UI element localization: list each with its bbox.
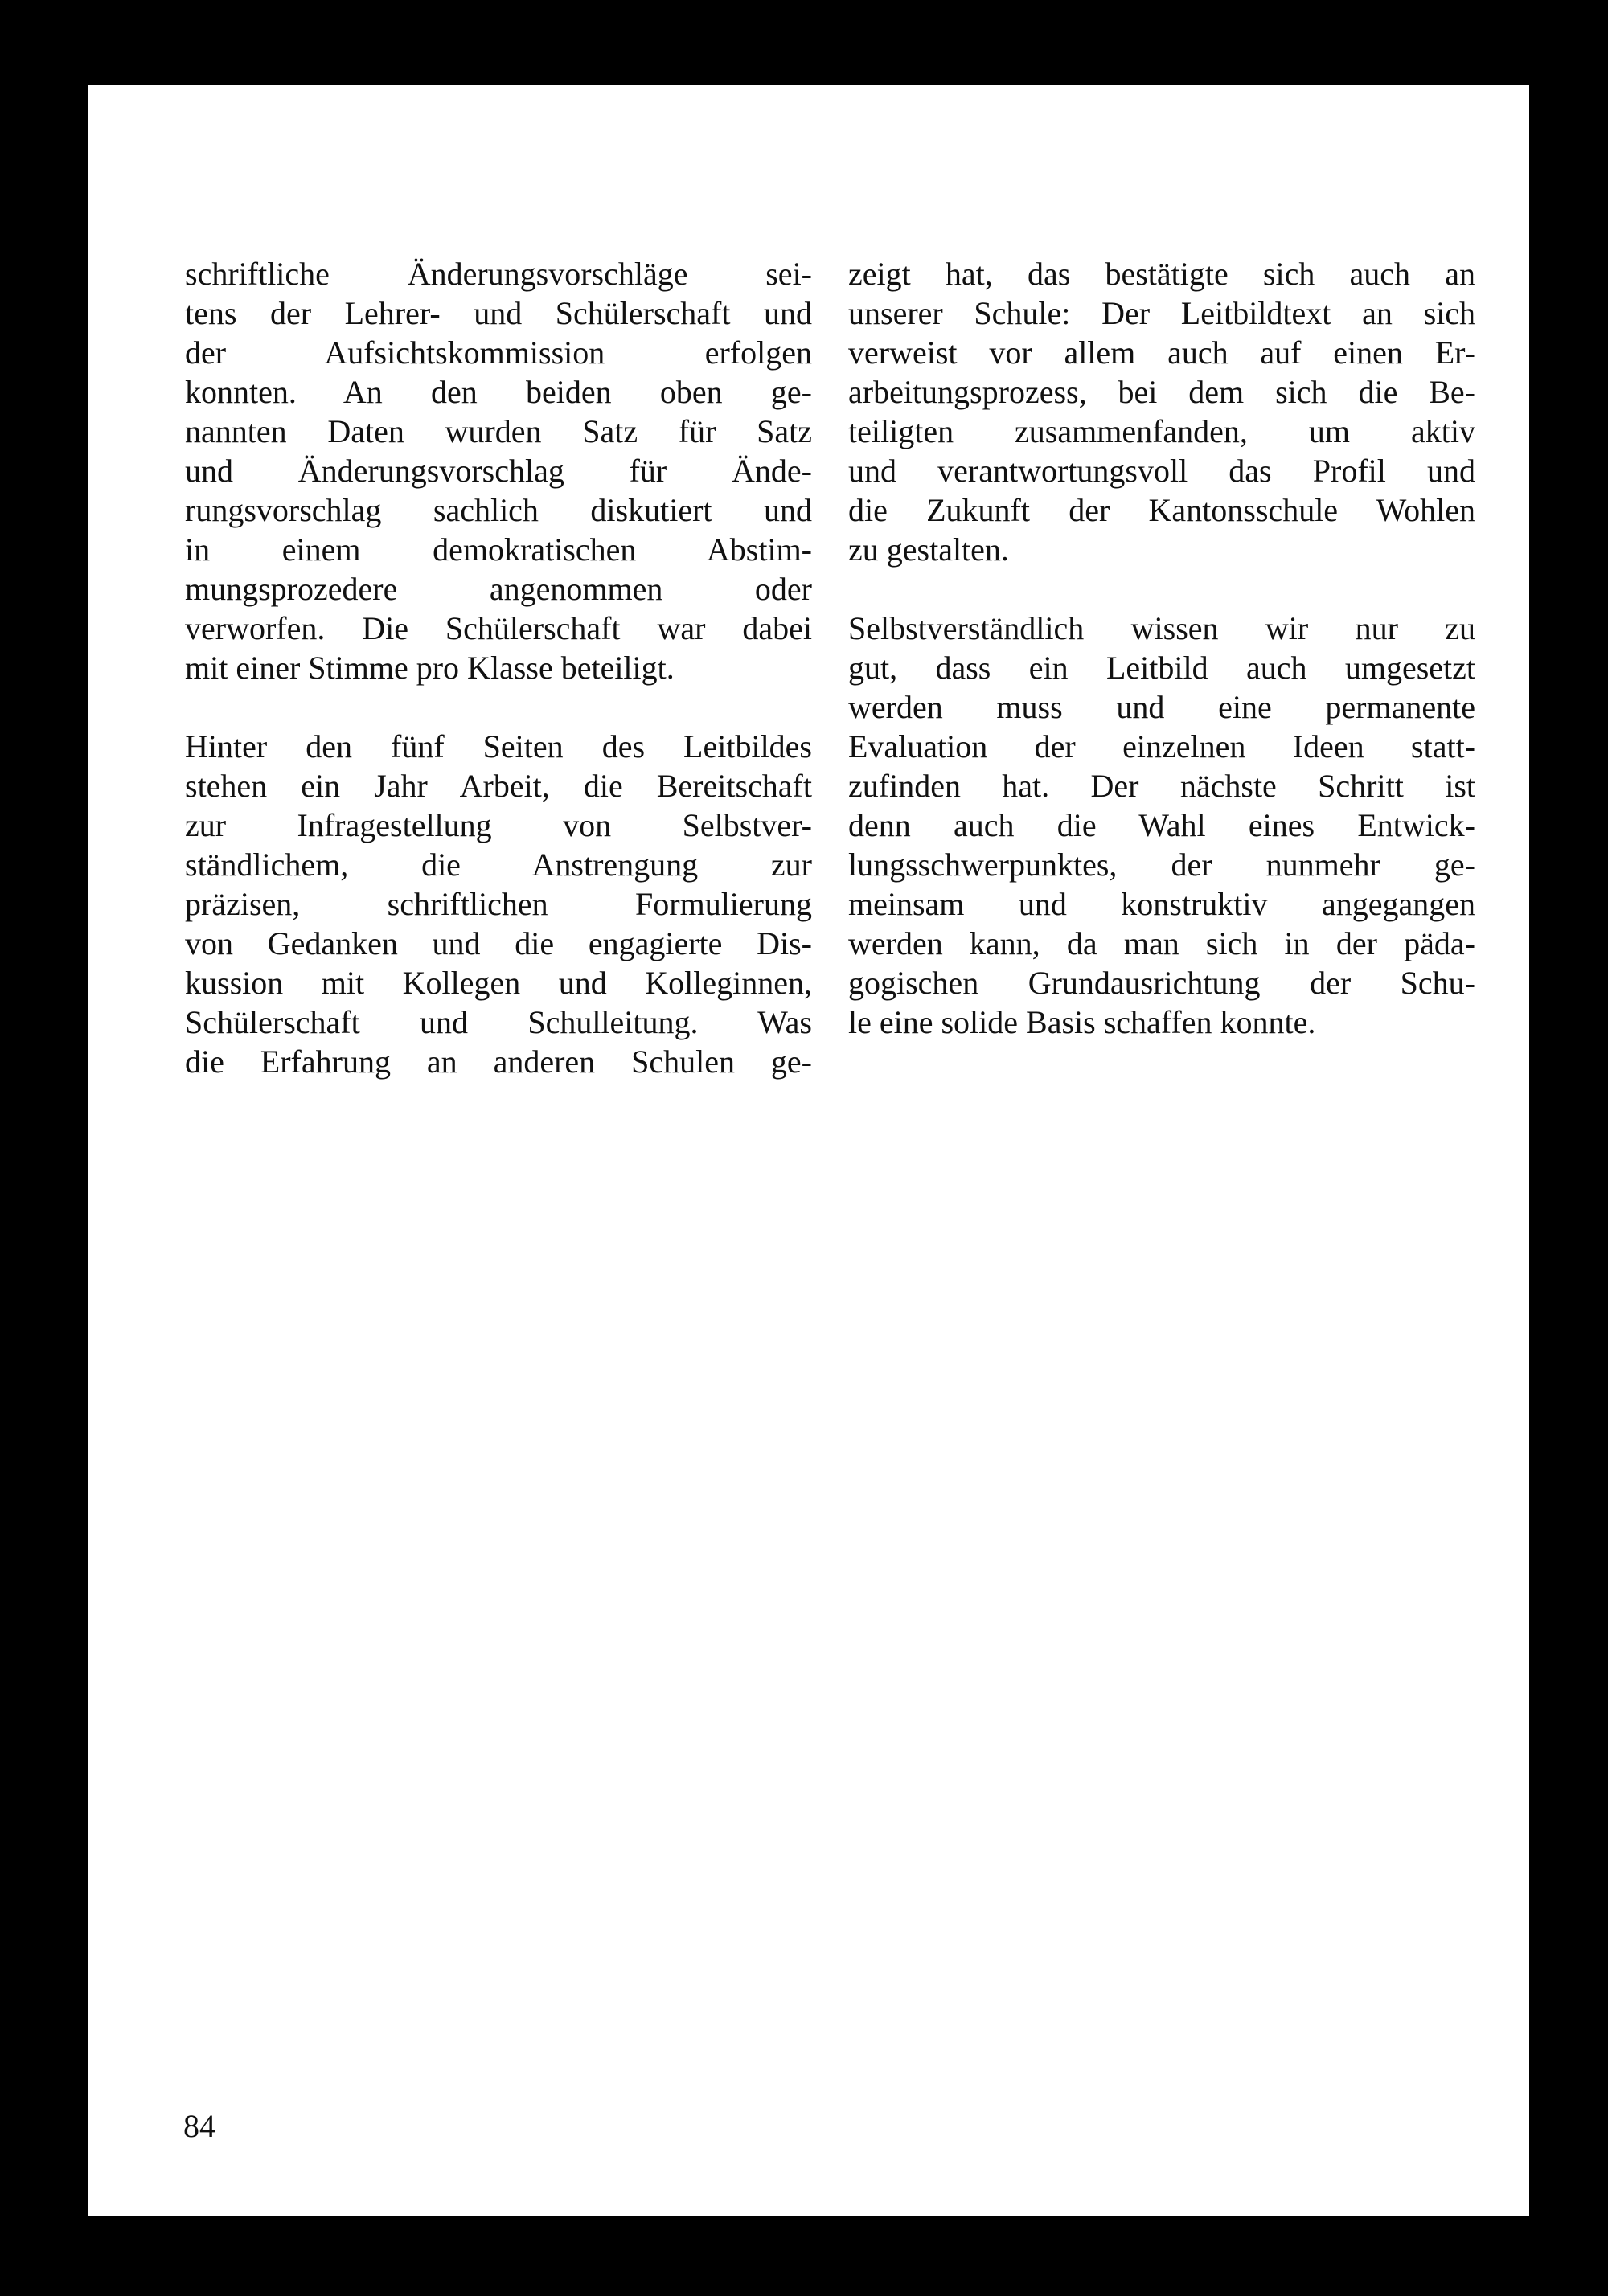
- page-number: 84: [183, 2108, 215, 2144]
- paragraph-gap: [185, 687, 812, 727]
- paragraph: [848, 609, 1475, 1042]
- text-line: kussion mit Kollegen und Kolleginnen,: [185, 965, 812, 1001]
- text-line: Selbstverständlich wissen wir nur zu: [848, 610, 1475, 646]
- text-line: teiligten zusammenfanden, um aktiv: [848, 413, 1475, 449]
- text-line: verweist vor allem auch auf einen Er-: [848, 334, 1475, 371]
- left-column: [185, 254, 812, 1081]
- text-line: rungsvorschlag sachlich diskutiert und: [185, 492, 812, 528]
- text-line: konnten. An den beiden oben ge-: [185, 374, 812, 410]
- text-line: von Gedanken und die engagierte Dis-: [185, 925, 812, 961]
- text-line: zeigt hat, das bestätigte sich auch an: [848, 256, 1475, 292]
- text-line: zufinden hat. Der nächste Schritt ist: [848, 768, 1475, 804]
- right-column: [848, 254, 1475, 1042]
- text-line: unserer Schule: Der Leitbildtext an sich: [848, 295, 1475, 331]
- text-line: schriftliche Änderungsvorschläge sei-: [185, 256, 812, 292]
- text-line: meinsam und konstruktiv angegangen: [848, 886, 1475, 922]
- text-line: denn auch die Wahl eines Entwick-: [848, 807, 1475, 843]
- text-line: le eine solide Basis schaffen konnte.: [848, 1004, 1316, 1040]
- text-line: und Änderungsvorschlag für Ände-: [185, 453, 812, 489]
- text-line: Hinter den fünf Seiten des Leitbildes: [185, 728, 812, 765]
- text-line: gogischen Grundausrichtung der Schu-: [848, 965, 1475, 1001]
- text-line: in einem demokratischen Abstim-: [185, 531, 812, 568]
- text-line: gut, dass ein Leitbild auch umgesetzt: [848, 650, 1475, 686]
- text-line: mungsprozedere angenommen oder: [185, 571, 812, 607]
- text-line: arbeitungsprozess, bei dem sich die Be-: [848, 374, 1475, 410]
- paragraph: [848, 254, 1475, 569]
- text-line: nannten Daten wurden Satz für Satz: [185, 413, 812, 449]
- text-line: die Zukunft der Kantonsschule Wohlen: [848, 492, 1475, 528]
- text-line: zu gestalten.: [848, 531, 1009, 568]
- text-line: stehen ein Jahr Arbeit, die Bereitschaft: [185, 768, 812, 804]
- paragraph: [185, 727, 812, 1081]
- document-page: [88, 85, 1529, 2216]
- text-line: präzisen, schriftlichen Formulierung: [185, 886, 812, 922]
- text-line: und verantwortungsvoll das Profil und: [848, 453, 1475, 489]
- text-line: mit einer Stimme pro Klasse beteiligt.: [185, 650, 675, 686]
- paragraph: [185, 254, 812, 687]
- text-line: Evaluation der einzelnen Ideen statt-: [848, 728, 1475, 765]
- text-line: die Erfahrung an anderen Schulen ge-: [185, 1043, 812, 1080]
- text-line: tens der Lehrer- und Schülerschaft und: [185, 295, 812, 331]
- text-line: ständlichem, die Anstrengung zur: [185, 847, 812, 883]
- text-line: zur Infragestellung von Selbstver-: [185, 807, 812, 843]
- text-line: der Aufsichtskommission erfolgen: [185, 334, 812, 371]
- text-line: lungsschwerpunktes, der nunmehr ge-: [848, 847, 1475, 883]
- text-line: werden muss und eine permanente: [848, 689, 1475, 725]
- text-line: werden kann, da man sich in der päda-: [848, 925, 1475, 961]
- paragraph-gap: [848, 569, 1475, 609]
- text-line: Schülerschaft und Schulleitung. Was: [185, 1004, 812, 1040]
- text-line: verworfen. Die Schülerschaft war dabei: [185, 610, 812, 646]
